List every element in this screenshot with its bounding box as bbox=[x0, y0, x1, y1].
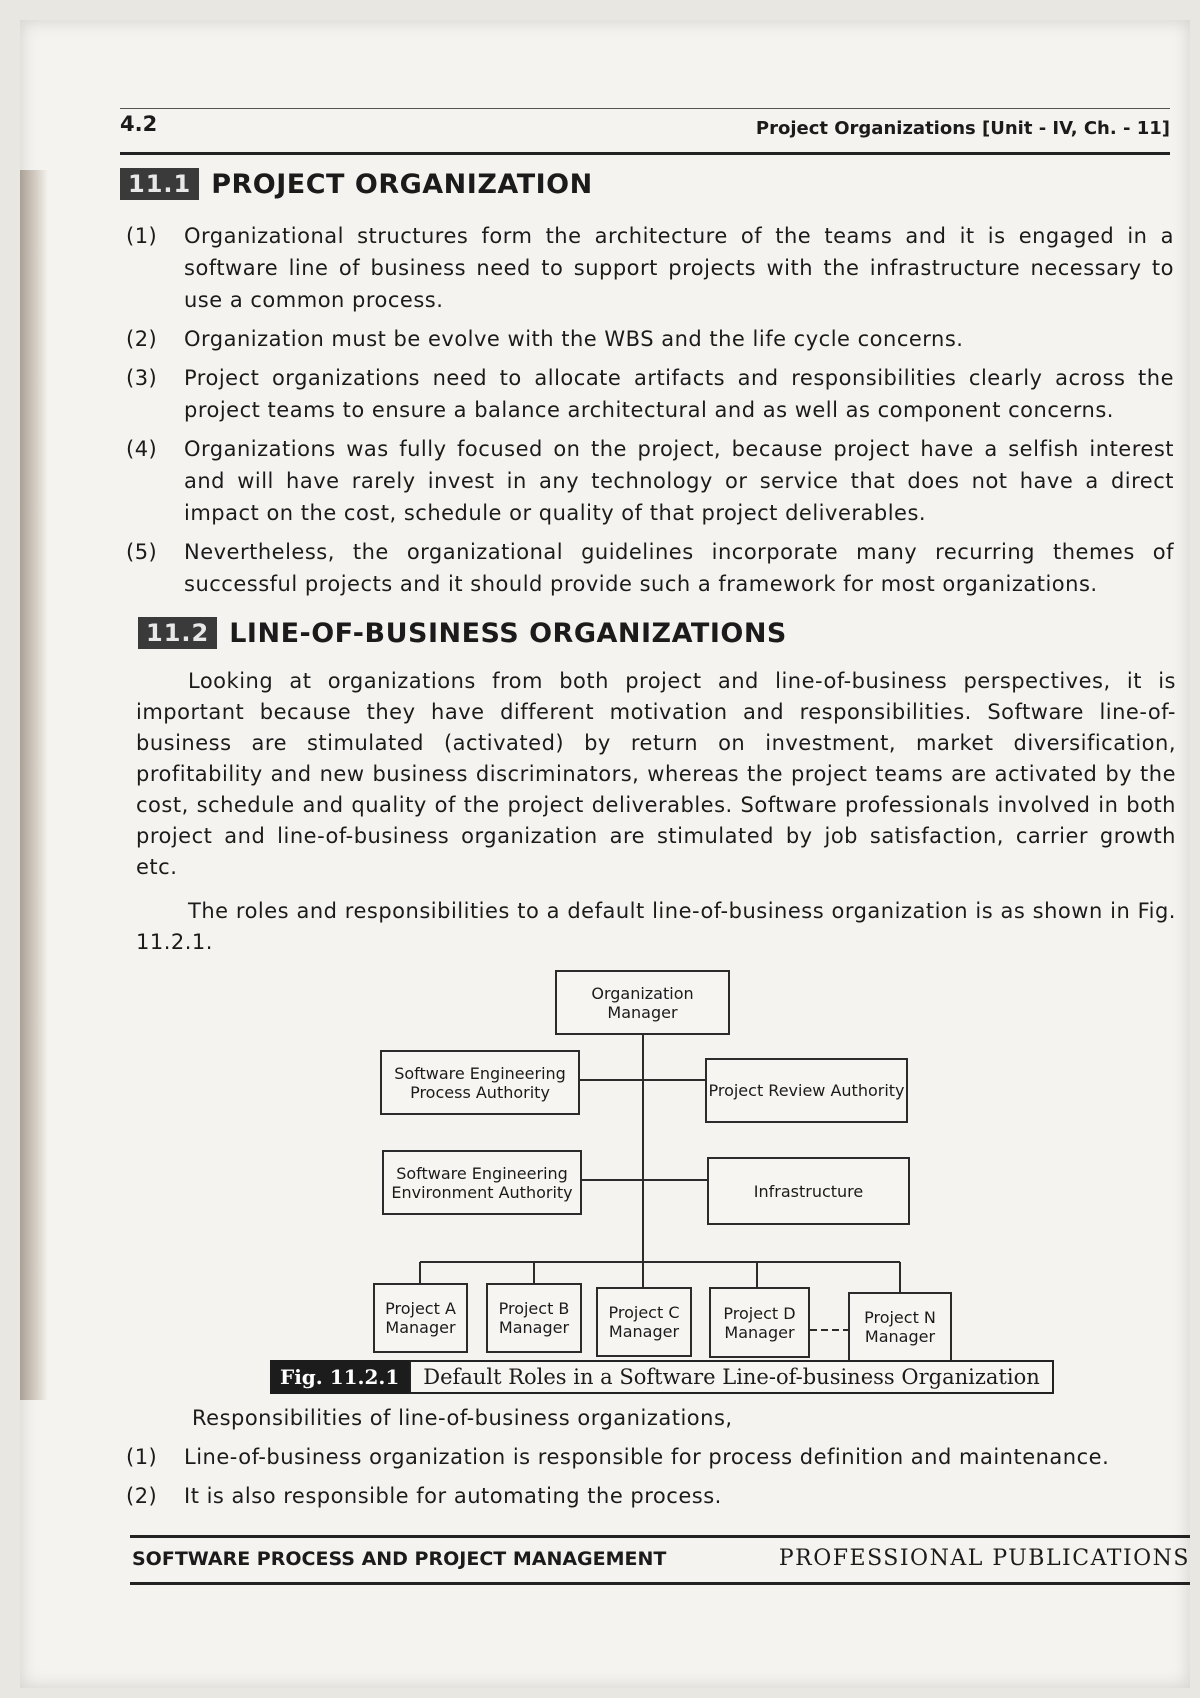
list-item bbox=[126, 1480, 1174, 1512]
organization-manager-box: Organization Manager bbox=[555, 970, 730, 1035]
list-item bbox=[126, 1441, 1174, 1473]
item-number: (2) bbox=[126, 1484, 158, 1508]
figure-label: Fig. 11.2.1 bbox=[270, 1360, 409, 1394]
section-number: 11.1 bbox=[120, 168, 199, 200]
item-number: (4) bbox=[126, 437, 158, 461]
item-text: Organization must be evolve with the WBS and the life cycle concerns. bbox=[184, 327, 964, 351]
intro-paragraph: Looking at organizations from both project and line-of-business perspectives, it is important because they have different motivation and responsibilities. Software line-of-business are stimulated (activated) by return on investment, market diversification, profitability and new business discriminators, whereas the project teams are activated by the cost, schedule and quality of the project deliverables. Software professionals involved in both project and line-of-business organization are stimulated by job satisfaction, carrier growth etc. bbox=[136, 669, 1176, 879]
item-text: Organizational structures form the architecture of the teams and it is engaged in a software line of business need to support projects with the infrastructure necessary to use a common process. bbox=[184, 224, 1174, 312]
item-text: Project organizations need to allocate artifacts and responsibilities clearly across the project teams to ensure a balance architectural and as well as component concerns. bbox=[184, 366, 1174, 422]
section-number: 11.2 bbox=[138, 617, 217, 649]
item-text: It is also responsible for automating the process. bbox=[184, 1484, 722, 1508]
responsibilities-intro bbox=[126, 1402, 1174, 1434]
publisher: PROFESSIONAL PUBLICATIONS bbox=[778, 1546, 1190, 1571]
item-number: (5) bbox=[126, 540, 158, 564]
item-text: Organizations was fully focused on the project, because project have a selfish interest and will have rarely invest in any technology or service that does not have a direct impact on the cost, schedule or quality of that project deliverables. bbox=[184, 437, 1174, 525]
intro-text: Responsibilities of line-of-business organizations, bbox=[192, 1406, 733, 1430]
section-title: LINE-OF-BUSINESS ORGANIZATIONS bbox=[229, 617, 787, 649]
figure-caption-text: Default Roles in a Software Line-of-business Organization bbox=[409, 1360, 1053, 1394]
item-text: Line-of-business organization is responsible for process definition and maintenance. bbox=[184, 1445, 1110, 1469]
project-a-manager-box: Project A Manager bbox=[373, 1283, 468, 1353]
item-number: (2) bbox=[126, 327, 158, 351]
page-footer bbox=[130, 1535, 1190, 1585]
section-title: PROJECT ORGANIZATION bbox=[211, 168, 593, 200]
software-engineering-process-authority-box: Software Engineering Process Authority bbox=[380, 1050, 580, 1115]
item-text: Nevertheless, the organizational guidelines incorporate many recurring themes of successful projects and it should provide such a framework for most organizations. bbox=[184, 540, 1174, 596]
project-n-manager-box: Project N Manager bbox=[848, 1292, 952, 1362]
item-number: (3) bbox=[126, 366, 158, 390]
figure-reference-paragraph: The roles and responsibilities to a default line-of-business organization is as shown in Fig. 11.2.1. bbox=[136, 899, 1176, 954]
software-engineering-environment-authority-box: Software Engineering Environment Authority bbox=[382, 1150, 582, 1215]
responsibilities-list bbox=[126, 1402, 1174, 1519]
project-d-manager-box: Project D Manager bbox=[709, 1287, 810, 1358]
page-number: 4.2 bbox=[120, 112, 158, 136]
infrastructure-box: Infrastructure bbox=[707, 1157, 910, 1225]
chapter-reference: Project Organizations [Unit - IV, Ch. - 11] bbox=[755, 118, 1170, 139]
project-review-authority-box: Project Review Authority bbox=[705, 1058, 908, 1123]
item-number: (1) bbox=[126, 1445, 158, 1469]
item-number: (1) bbox=[126, 224, 158, 248]
project-c-manager-box: Project C Manager bbox=[596, 1287, 692, 1357]
figure-caption bbox=[270, 1360, 1054, 1394]
book-title: SOFTWARE PROCESS AND PROJECT MANAGEMENT bbox=[132, 1548, 667, 1570]
project-b-manager-box: Project B Manager bbox=[486, 1283, 582, 1353]
